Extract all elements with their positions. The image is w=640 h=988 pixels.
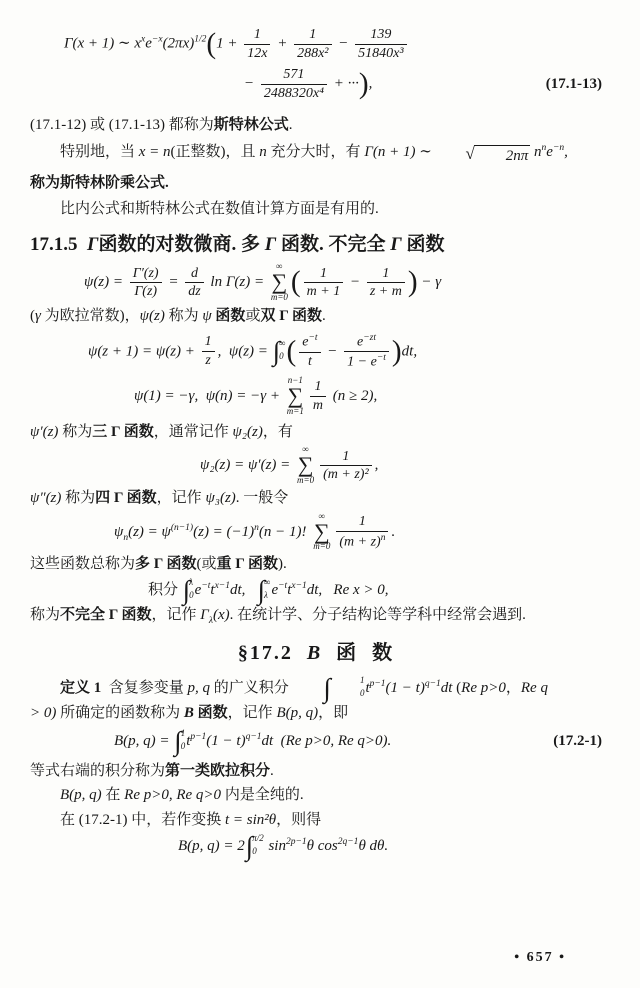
equation-beta-trig: B(p, q) = 2 ∫ π/2 0 $\sin^{2p-1}\theta$ $\cos^{2q-1}\theta$ dθ.: [178, 831, 389, 862]
equation-17-2-1-row: [30, 725, 602, 756]
para-binet-remark: 比内公式和斯特林公式在数值计算方面是有用的.: [60, 201, 379, 218]
para-definition1-line2: > 0) 所确定的函数称为 B 函数，记作 B(p, q)，即: [30, 705, 349, 722]
para-holomorphic: B(p, q) 在 Re p>0, Re q>0 内是全纯的.: [60, 787, 304, 804]
equation-17-1-13-line2: − $\frac{571}{\text{2488320x⁴}}$ + ···),: [244, 67, 373, 102]
para-trigamma: ψ′(z) 称为三 Γ 函数，通常记作 ψ₂(z)，有: [30, 423, 293, 440]
heading-17-2: §17.2 B 函 数: [237, 642, 395, 665]
equation-recurrence: ψ(z + 1) = ψ(z) + $\frac{1}{z}$ , ψ(z) = ∫ ∞ 0 ( $\frac{e^{-t}}{t}$ − $\frac{e^{-zt}}{1 - e^{-t}}$ )dt,: [88, 332, 418, 370]
equation-number-17-1-13: (17.1-13): [545, 76, 602, 93]
para-stirling-factorial: 称为斯特林阶乘公式.: [30, 174, 169, 191]
para-first-euler-integral: 等式右端的积分称为第一类欧拉积分.: [30, 762, 274, 779]
para-incomplete-gamma-name: 称为不完全 Γ 函数，记作 $\Gamma_\lambda(x)$. 在统计学、分子结构论等学科中经常会遇到.: [30, 606, 526, 626]
para-definition1-line1: 定义 1 含复参变量 p, q 的广义积分 ∫ 1 0 $t^{p-1}(1 - t)^{q-1}dt$ (Re p>0，Re q: [60, 673, 548, 704]
equation-incomplete-gamma: 积分 ∫ λ 0 $e^{-t}t^{x-1}dt$, ∫ ∞ λ $e^{-t}t^{x-1}dt$, Re x > 0,: [148, 574, 389, 605]
para-substitution: 在 (17.2-1) 中，若作变换 t = sin²θ，则得: [60, 811, 322, 828]
equation-number-17-2-1: (17.2-1): [553, 732, 602, 749]
equation-17-2-1: B(p, q) = ∫ 1 0 $t^{p-1}(1 - t)^{q-1}dt$ (Re p>0, Re q>0).: [114, 725, 392, 756]
equation-polygamma: $\psi_n(z) = \psi^{(n-1)}(z) = (-1)^n(n - 1)$! ∞ ∑ m=0 $\frac{1}{(m + z)^n}$ .: [114, 510, 396, 552]
para-tetragamma: ψ″(z) 称为四 Γ 函数，记作 ψ₃(z). 一般令: [30, 490, 289, 507]
equation-17-1-13-line2-row: [30, 66, 602, 102]
para-stirling-name: (17.1-12) 或 (17.1-13) 都称为斯特林公式.: [30, 116, 293, 133]
para-special-case: 特别地，当 x = n(正整数)，且 n 充分大时，有 Γ(n + 1) ∼ √ 2nπ $n^ne^{-n}$,: [30, 142, 602, 167]
equation-digamma: ψ(z) = $\frac{\Gamma'(z)}{\Gamma(z)}$ = $\frac{d}{dz}$ ln Γ(z) = ∞ ∑ m=0 ( $\frac{1}{m + 1}$ − $\frac{1}{z + m}$ ) − γ: [84, 261, 442, 303]
equation-trigamma: ψ₂(z) = ψ′(z) = ∞ ∑ m=0 $\frac{1}{\text{(m + z)²}}$ ,: [200, 444, 379, 486]
para-euler-constant: (γ 为欧拉常数)，ψ(z) 称为 ψ 函数或双 Γ 函数.: [30, 308, 326, 325]
page-number: • 657 •: [514, 950, 566, 965]
equation-psi-values: ψ(1) = −γ, ψ(n) = −γ + n−1 ∑ m=1 $\frac{1}{m}$ (n ≥ 2),: [134, 375, 378, 417]
heading-17-1-5: 17.1.5 Γ函数的对数微商. 多 Γ 函数. 不完全 Γ 函数: [30, 233, 445, 255]
equation-17-1-13-line1: Γ(x + 1) ∼ $x^xe^{-x}(2\pi x)^{1/2}(1$ + $\frac{1}{12x}$ + $\frac{1}{\text{288x²}}$ − $\frac{139}{\text{51840x³}}$: [64, 26, 602, 62]
para-polygamma-name: 这些函数总称为多 Γ 函数(或重 Γ 函数).: [30, 556, 287, 573]
